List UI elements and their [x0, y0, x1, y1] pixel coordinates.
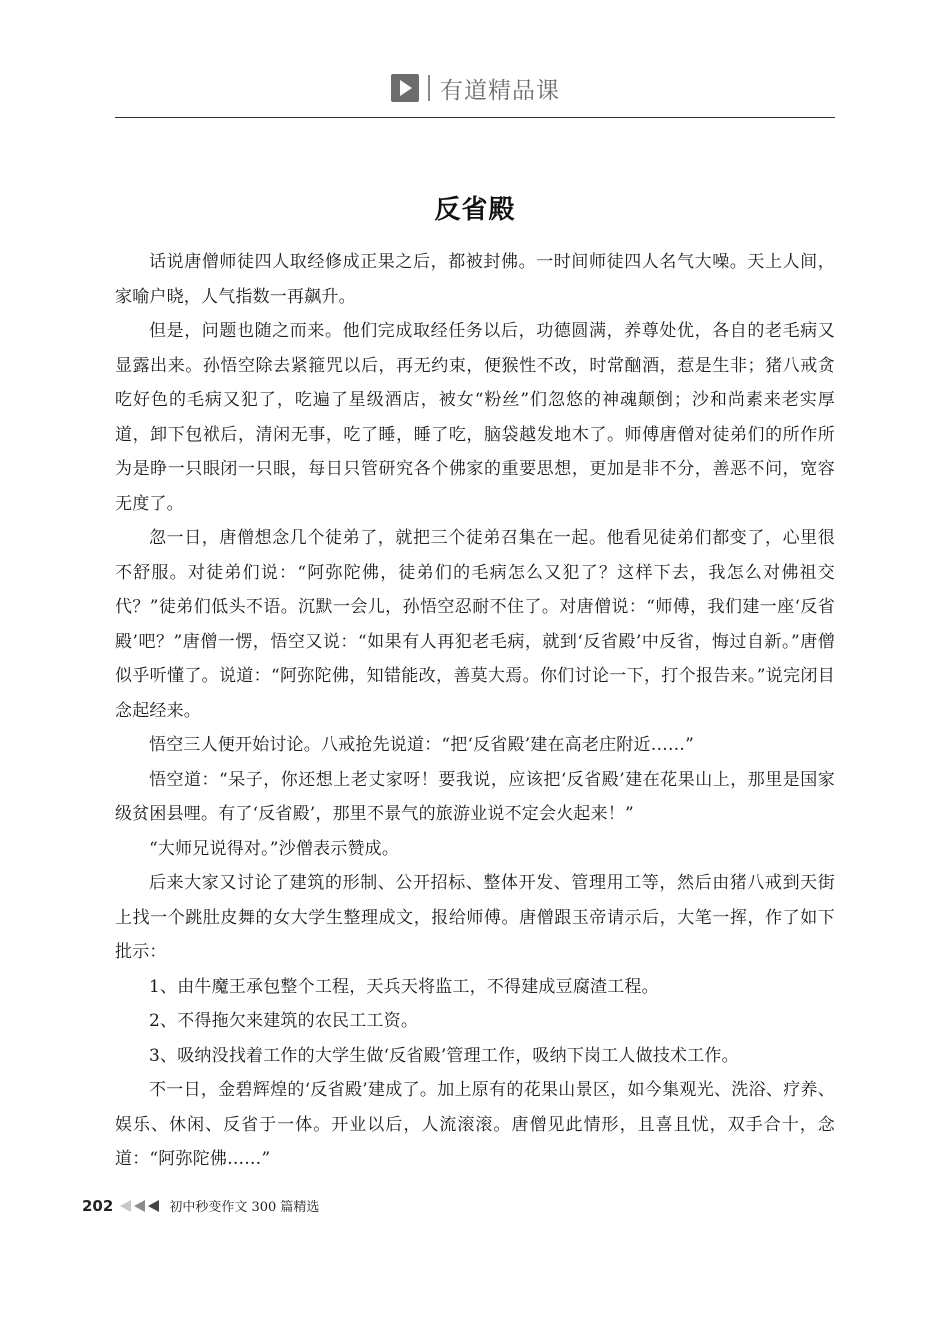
article-body [115, 245, 835, 1177]
paragraph-11: 不一日，金碧辉煌的‘反省殿’建成了。加上原有的花果山景区，如今集观光、洗浴、疗养、娱乐、休闲、反省于一体。开业以后，人流滚滚。唐僧见此情形，且喜且忧，双手合十，念道：“阿弥陀佛……” [115, 1080, 835, 1169]
paragraph-8: 1、由牛魔王承包整个工程，天兵天将监工，不得建成豆腐渣工程。 [149, 976, 659, 997]
paragraph-3: 忽一日，唐僧想念几个徒弟了，就把三个徒弟召集在一起。他看见徒弟们都变了，心里很不舒服。对徒弟们说：“阿弥陀佛，徒弟们的毛病怎么又犯了？这样下去，我怎么对佛祖交代？”徒弟们低头不语。沉默一会儿，孙悟空忍耐不住了。对唐僧说：“师傅，我们建一座‘反省殿’吧？”唐僧一愣，悟空又说：“如果有人再犯老毛病，就到‘反省殿’中反省，悔过自新。”唐僧似乎听懂了。说道：“阿弥陀佛，知错能改，善莫大焉。你们讨论一下，打个报告来。”说完闭目念起经来。 [115, 528, 835, 721]
triple-left-arrow-icon [119, 1199, 163, 1213]
paragraph-4: 悟空三人便开始讨论。八戒抢先说道：“把‘反省殿’建在高老庄附近……” [149, 735, 694, 755]
brand [390, 72, 560, 105]
paragraph-6: “大师兄说得对。”沙僧表示赞成。 [149, 838, 400, 859]
paragraph-2: 但是，问题也随之而来。他们完成取经任务以后，功德圆满，养尊处优，各自的老毛病又显露出来。孙悟空除去紧箍咒以后，再无约束，便猴性不改，时常酗酒，惹是生非；猪八戒贪吃好色的毛病又犯了，吃遍了星级酒店，被女“粉丝”们忽悠的神魂颠倒；沙和尚素来老实厚道，卸下包袱后，清闲无事，吃了睡，睡了吃，脑袋越发地木了。师傅唐僧对徒弟们的所作所为是睁一只眼闭一只眼，每日只管研究各个佛家的重要思想，更加是非不分，善恶不问，宽容无度了。 [115, 321, 835, 514]
paragraph-9: 2、不得拖欠来建筑的农民工工资。 [149, 1011, 419, 1031]
book-title: 初中秒变作文 300 篇精选 [169, 1200, 320, 1215]
page-footer [82, 1196, 319, 1215]
article-title: 反省殿 [434, 195, 516, 226]
page-header [0, 66, 950, 110]
header-rule [115, 117, 835, 118]
brand-name: 有道精品课 [440, 77, 560, 104]
play-logo-icon [390, 73, 420, 103]
brand-divider [428, 75, 430, 101]
paragraph-5: 悟空道：“呆子，你还想上老丈家呀！要我说，应该把‘反省殿’建在花果山上，那里是国家级贫困县哩。有了‘反省殿’，那里不景气的旅游业说不定会火起来！” [115, 769, 835, 824]
page-number: 202 [82, 1196, 114, 1215]
paragraph-7: 后来大家又讨论了建筑的形制、公开招标、整体开发、管理用工等，然后由猪八戒到天街上找一个跳肚皮舞的女大学生整理成文，报给师傅。唐僧跟玉帝请示后，大笔一挥，作了如下批示： [115, 873, 835, 962]
paragraph-10: 3、吸纳没找着工作的大学生做‘反省殿’管理工作，吸纳下岗工人做技术工作。 [149, 1045, 739, 1066]
paragraph-1: 话说唐僧师徒四人取经修成正果之后，都被封佛。一时间师徒四人名气大噪。天上人间，家喻户晓，人气指数一再飙升。 [115, 252, 835, 307]
